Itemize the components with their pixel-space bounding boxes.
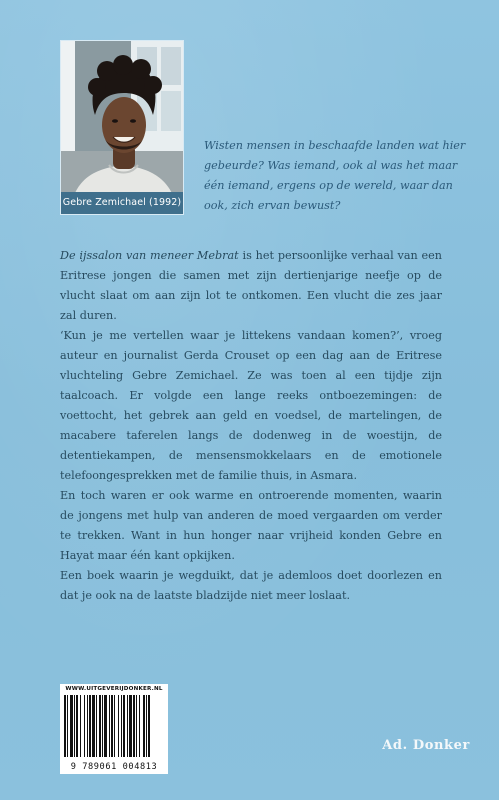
author-portrait-image <box>61 41 184 215</box>
barcode-bar-14 <box>109 695 110 757</box>
barcode-bar-26 <box>146 695 147 757</box>
isbn-barcode <box>60 684 168 774</box>
barcode-bar-23 <box>136 695 137 757</box>
book-description <box>60 246 442 606</box>
description-paragraph-3: En toch waren er ook warme en ontroerende momenten, waarin de jongens met hulp van anderen de moed vergaarden om verder te trekken. Want in hun honger naar vrijheid konden Gebre en Hayat maar één kant opkijken. <box>60 489 442 562</box>
barcode-bar-15 <box>111 695 113 757</box>
description-paragraph-2: ‘Kun je me vertellen waar je littekens vandaan komen?’, vroeg auteur en journalist Gerda Crouset op een dag aan de Eritrese vluchteling Gebre Zemichael. Ze was toen al een tijdje zijn taalcoach. Er volgde een lange reeks ontboezemingen: de voettocht, het gebrek aan geld en voedsel, de martelingen, de macabere taferelen langs de dodenweg in de woestijn, de detentiekampen, de mensensmokkelaars en de emotionele telefoongesprekken met de familie thuis, in Asmara. <box>60 329 442 482</box>
barcode-bar-2 <box>70 695 73 757</box>
barcode-bar-16 <box>114 695 115 757</box>
book-title: De ijssalon van meneer Mebrat <box>60 249 239 262</box>
barcode-bar-20 <box>127 695 128 757</box>
paragraph-1-text: is het persoonlijke verhaal van een Eritrese jongen die samen met zijn dertienjarige neefje op de vlucht slaat om aan zijn lot te ontkomen. Een vlucht die zes jaar zal duren. <box>60 249 442 322</box>
barcode-bars <box>64 695 164 757</box>
barcode-bar-3 <box>74 695 75 757</box>
barcode-bar-12 <box>102 695 103 757</box>
isbn-digits: 9 789061 004813 <box>70 762 158 772</box>
barcode-bar-17 <box>118 695 119 757</box>
barcode-bar-7 <box>87 695 88 757</box>
barcode-bar-10 <box>96 695 97 757</box>
barcode-bar-13 <box>104 695 107 757</box>
barcode-bar-18 <box>121 695 122 757</box>
photo-caption: Gebre Zemichael (1992) <box>61 192 183 214</box>
author-photo <box>60 40 184 215</box>
barcode-bar-8 <box>89 695 91 757</box>
publisher-logo: Ad. Donker <box>382 738 470 753</box>
barcode-bar-0 <box>64 695 66 757</box>
barcode-bar-22 <box>133 695 135 757</box>
barcode-bar-5 <box>80 695 81 757</box>
barcode-bar-11 <box>99 695 101 757</box>
description-paragraph-4: Een boek waarin je wegduikt, dat je ademloos doet doorlezen en dat je ook na de laatste bladzijde niet meer loslaat. <box>60 569 442 602</box>
barcode-bar-19 <box>123 695 125 757</box>
description-paragraph-1 <box>60 246 442 326</box>
barcode-bar-1 <box>67 695 68 757</box>
opening-quote: Wisten mensen in beschaafde landen wat hier gebeurde? Was iemand, ook al was het maar één iemand, ergens op de wereld, waar dan ook, zich ervan bewust? <box>204 139 466 212</box>
publisher-url: WWW.UITGEVERIJDONKER.NL <box>65 686 163 692</box>
barcode-bar-24 <box>139 695 140 757</box>
barcode-bar-9 <box>92 695 95 757</box>
barcode-bar-6 <box>84 695 85 757</box>
barcode-bar-27 <box>148 695 150 757</box>
barcode-bar-4 <box>76 695 78 757</box>
barcode-bar-21 <box>129 695 132 757</box>
barcode-bar-25 <box>143 695 145 757</box>
